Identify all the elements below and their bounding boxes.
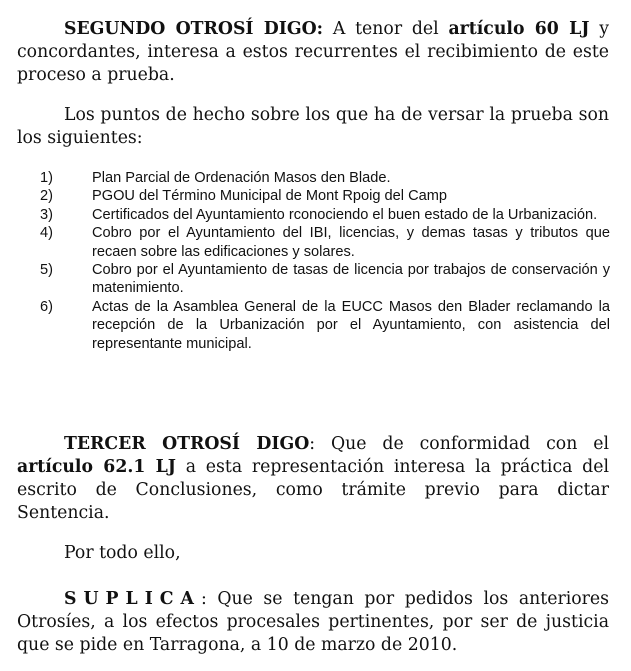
tercer-otrosi-paragraph: TERCER OTROSÍ DIGO: Que de conformidad con el artículo 62.1 LJ a esta representación interesa la práctica del escrito de Conclusiones, como trámite previo para dictar Sentencia. xyxy=(17,434,609,523)
list-item: 4) Cobro por el Ayuntamiento del IBI, licencias, y demas tasas y tributos que recaen sobre las edificaciones y solares. xyxy=(40,225,610,260)
puntos-intro-paragraph: Los puntos de hecho sobre los que ha de versar la prueba son los siguientes: xyxy=(17,105,609,148)
tercer-otrosi-heading: TERCER OTROSÍ DIGO xyxy=(64,434,310,454)
article-reference: artículo 62.1 LJ xyxy=(17,457,176,477)
list-item: 5) Cobro por el Ayuntamiento de tasas de licencia por trabajos de conservación y matenimiento. xyxy=(40,262,610,297)
suplica-heading: SUPLICA xyxy=(64,589,201,609)
list-item: 1) Plan Parcial de Ordenación Masos den Blade. xyxy=(40,170,391,186)
segundo-otrosi-heading: SEGUNDO OTROSÍ DIGO: xyxy=(64,19,324,39)
evidence-list xyxy=(40,169,610,353)
list-item: 3) Certificados del Ayuntamiento rconociendo el buen estado de la Urbanización. xyxy=(40,206,598,223)
list-item: 6) Actas de la Asamblea General de la EUCC Masos den Blader reclamando la recepción de la Urbanización por el Ayuntamiento, con asistencia del representante municipal. xyxy=(40,298,610,352)
segundo-otrosi-paragraph: SEGUNDO OTROSÍ DIGO: A tenor del artículo 60 LJ y concordantes, interesa a estos recurrentes el recibimiento de este proceso a prueba. xyxy=(17,19,609,85)
list-item: 2) PGOU del Término Municipal de Mont Rpoig del Camp xyxy=(40,188,448,205)
suplica-paragraph: SUPLICA: Que se tengan por pedidos los anteriores Otrosíes, a los efectos procesales pertinentes, por ser de justicia que se pide en Tarragona, a 10 de marzo de 2010. xyxy=(17,589,609,655)
article-reference: artículo 60 LJ xyxy=(448,19,590,39)
por-todo-ello-text: Por todo ello, xyxy=(64,543,181,563)
